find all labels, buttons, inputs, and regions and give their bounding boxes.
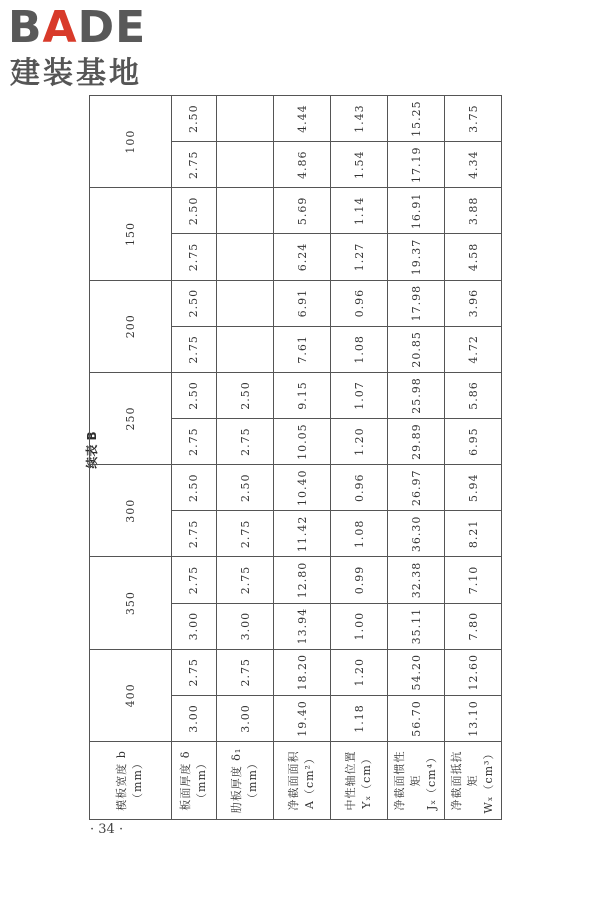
label-width-line: 模板宽度 b — [115, 750, 129, 811]
neutral-axis-position-cell: 1.54 — [331, 142, 388, 188]
net-section-area-cell: 10.05 — [274, 419, 331, 465]
rib-thickness-cell: 2.50 — [217, 372, 274, 418]
label-rib-thickness-line: （mm） — [246, 757, 260, 804]
label-net-section-inertia-line: 净截面惯性矩 — [393, 750, 423, 811]
net-section-inertia-cell: 29.89 — [388, 419, 445, 465]
net-section-inertia-cell: 36.30 — [388, 511, 445, 557]
label-plate-thickness-line: 板面厚度 δ — [178, 750, 192, 811]
net-section-inertia-cell: 17.19 — [388, 142, 445, 188]
net-section-modulus-cell: 12.60 — [445, 649, 502, 695]
rib-thickness-cell — [217, 280, 274, 326]
net-section-area-cell: 6.91 — [274, 280, 331, 326]
neutral-axis-position-cell: 1.20 — [331, 419, 388, 465]
neutral-axis-position-cell: 0.96 — [331, 465, 388, 511]
label-net-section-modulus — [445, 742, 502, 820]
net-section-inertia-cell: 32.38 — [388, 557, 445, 603]
net-section-modulus-cell: 8.21 — [445, 511, 502, 557]
plate-thickness-cell: 2.75 — [171, 326, 217, 372]
table-rotation-frame — [89, 95, 502, 820]
logo-letters-de: DE — [77, 2, 147, 53]
neutral-axis-position-cell: 1.18 — [331, 695, 388, 741]
plate-thickness-cell: 2.75 — [171, 419, 217, 465]
net-section-area-row — [274, 96, 331, 820]
rib-thickness-cell: 2.75 — [217, 419, 274, 465]
plate-thickness-cell: 2.50 — [171, 465, 217, 511]
net-section-inertia-cell: 35.11 — [388, 603, 445, 649]
neutral-axis-position-cell: 1.00 — [331, 603, 388, 649]
neutral-axis-position-cell: 0.99 — [331, 557, 388, 603]
label-rib-thickness — [217, 742, 274, 820]
net-section-inertia-cell: 17.98 — [388, 280, 445, 326]
net-section-modulus-cell: 3.88 — [445, 188, 502, 234]
width-cell: 400 — [90, 649, 172, 741]
label-width-line: （mm） — [131, 757, 145, 804]
label-net-section-modulus-line: 净截面抵抗矩 — [450, 750, 479, 811]
net-section-area-cell: 4.86 — [274, 142, 331, 188]
net-section-area-cell: 19.40 — [274, 695, 331, 741]
net-section-modulus-cell: 4.72 — [445, 326, 502, 372]
label-plate-thickness — [171, 742, 217, 820]
plate-thickness-cell: 2.50 — [171, 280, 217, 326]
logo-letter-b: B — [8, 2, 43, 53]
net-section-modulus-cell: 3.75 — [445, 96, 502, 142]
rib-thickness-cell — [217, 234, 274, 280]
net-section-modulus-row — [445, 96, 502, 820]
net-section-modulus-cell: 7.10 — [445, 557, 502, 603]
net-section-modulus-cell: 4.58 — [445, 234, 502, 280]
net-section-area-cell: 7.61 — [274, 326, 331, 372]
plate-thickness-cell: 3.00 — [171, 603, 217, 649]
plate-thickness-cell: 2.75 — [171, 649, 217, 695]
net-section-area-cell: 4.44 — [274, 96, 331, 142]
label-rib-thickness-line: 肋板厚度 δ₁ — [230, 747, 244, 814]
plate-thickness-cell: 2.75 — [171, 511, 217, 557]
net-section-modulus-cell: 13.10 — [445, 695, 502, 741]
net-section-modulus-cell: 5.94 — [445, 465, 502, 511]
label-neutral-axis-position-line: 中性轴位置 — [344, 750, 358, 811]
net-section-area-cell: 9.15 — [274, 372, 331, 418]
net-section-inertia-row — [388, 96, 445, 820]
net-section-inertia-cell: 16.91 — [388, 188, 445, 234]
net-section-area-cell: 10.40 — [274, 465, 331, 511]
net-section-inertia-cell: 26.97 — [388, 465, 445, 511]
width-cell: 200 — [90, 280, 172, 372]
label-neutral-axis-position — [331, 742, 388, 820]
net-section-modulus-cell: 4.34 — [445, 142, 502, 188]
rib-thickness-cell: 2.75 — [217, 649, 274, 695]
label-neutral-axis-position-line: Yₓ（cm） — [360, 752, 374, 809]
plate-thickness-row — [171, 96, 217, 820]
rib-thickness-cell: 3.00 — [217, 695, 274, 741]
net-section-modulus-cell: 7.80 — [445, 603, 502, 649]
rib-thickness-cell: 2.75 — [217, 557, 274, 603]
steel-form-spec-table — [89, 95, 502, 820]
net-section-area-cell: 13.94 — [274, 603, 331, 649]
neutral-axis-position-cell: 1.27 — [331, 234, 388, 280]
plate-thickness-cell: 2.75 — [171, 142, 217, 188]
label-net-section-area-line: 净截面面积 — [287, 750, 301, 811]
net-section-area-cell: 18.20 — [274, 649, 331, 695]
plate-thickness-cell: 3.00 — [171, 695, 217, 741]
plate-thickness-cell: 2.50 — [171, 96, 217, 142]
rib-thickness-cell — [217, 326, 274, 372]
width-cell: 300 — [90, 465, 172, 557]
net-section-area-cell: 12.80 — [274, 557, 331, 603]
net-section-inertia-cell: 19.37 — [388, 234, 445, 280]
page-number: · 34 · — [90, 822, 124, 837]
spec-table-body — [90, 96, 502, 820]
net-section-inertia-cell: 20.85 — [388, 326, 445, 372]
net-section-inertia-cell: 54.20 — [388, 649, 445, 695]
bade-logo — [8, 4, 178, 96]
table-rotated-wrapper — [89, 95, 502, 820]
net-section-area-cell: 6.24 — [274, 234, 331, 280]
neutral-axis-position-cell: 1.08 — [331, 511, 388, 557]
neutral-axis-position-cell: 1.20 — [331, 649, 388, 695]
width-cell: 150 — [90, 188, 172, 280]
plate-thickness-cell: 2.50 — [171, 372, 217, 418]
neutral-axis-position-row — [331, 96, 388, 820]
plate-thickness-cell: 2.75 — [171, 557, 217, 603]
rib-thickness-cell: 2.75 — [217, 511, 274, 557]
logo-wordmark — [8, 4, 146, 52]
net-section-inertia-cell: 56.70 — [388, 695, 445, 741]
rib-thickness-cell — [217, 96, 274, 142]
label-net-section-modulus-line: Wₓ（cm³） — [482, 747, 495, 814]
width-cell: 100 — [90, 96, 172, 188]
neutral-axis-position-cell: 1.43 — [331, 96, 388, 142]
label-width — [90, 742, 172, 820]
logo-letter-a: A — [42, 2, 78, 53]
label-net-section-inertia — [388, 742, 445, 820]
plate-thickness-cell: 2.50 — [171, 188, 217, 234]
label-net-section-inertia-line: Jₓ（cm⁴） — [425, 750, 439, 811]
label-net-section-area-line: A（cm²） — [303, 752, 317, 809]
net-section-inertia-cell: 15.25 — [388, 96, 445, 142]
net-section-modulus-cell: 3.96 — [445, 280, 502, 326]
net-section-area-cell: 11.42 — [274, 511, 331, 557]
rib-thickness-cell — [217, 188, 274, 234]
width-header-row — [90, 96, 172, 820]
plate-thickness-cell: 2.75 — [171, 234, 217, 280]
rib-thickness-cell: 2.50 — [217, 465, 274, 511]
net-section-inertia-cell: 25.98 — [388, 372, 445, 418]
neutral-axis-position-cell: 1.14 — [331, 188, 388, 234]
label-net-section-area — [274, 742, 331, 820]
neutral-axis-position-cell: 1.08 — [331, 326, 388, 372]
net-section-modulus-cell: 5.86 — [445, 372, 502, 418]
rib-thickness-cell — [217, 142, 274, 188]
net-section-area-cell: 5.69 — [274, 188, 331, 234]
table-caption: 续表 B — [85, 431, 99, 469]
logo-tagline: 建装基地 — [10, 56, 142, 91]
net-section-modulus-cell: 6.95 — [445, 419, 502, 465]
label-plate-thickness-line: （mm） — [194, 757, 208, 804]
rib-thickness-cell: 3.00 — [217, 603, 274, 649]
neutral-axis-position-cell: 0.96 — [331, 280, 388, 326]
neutral-axis-position-cell: 1.07 — [331, 372, 388, 418]
width-cell: 350 — [90, 557, 172, 649]
width-cell: 250 — [90, 372, 172, 464]
rib-thickness-row — [217, 96, 274, 820]
